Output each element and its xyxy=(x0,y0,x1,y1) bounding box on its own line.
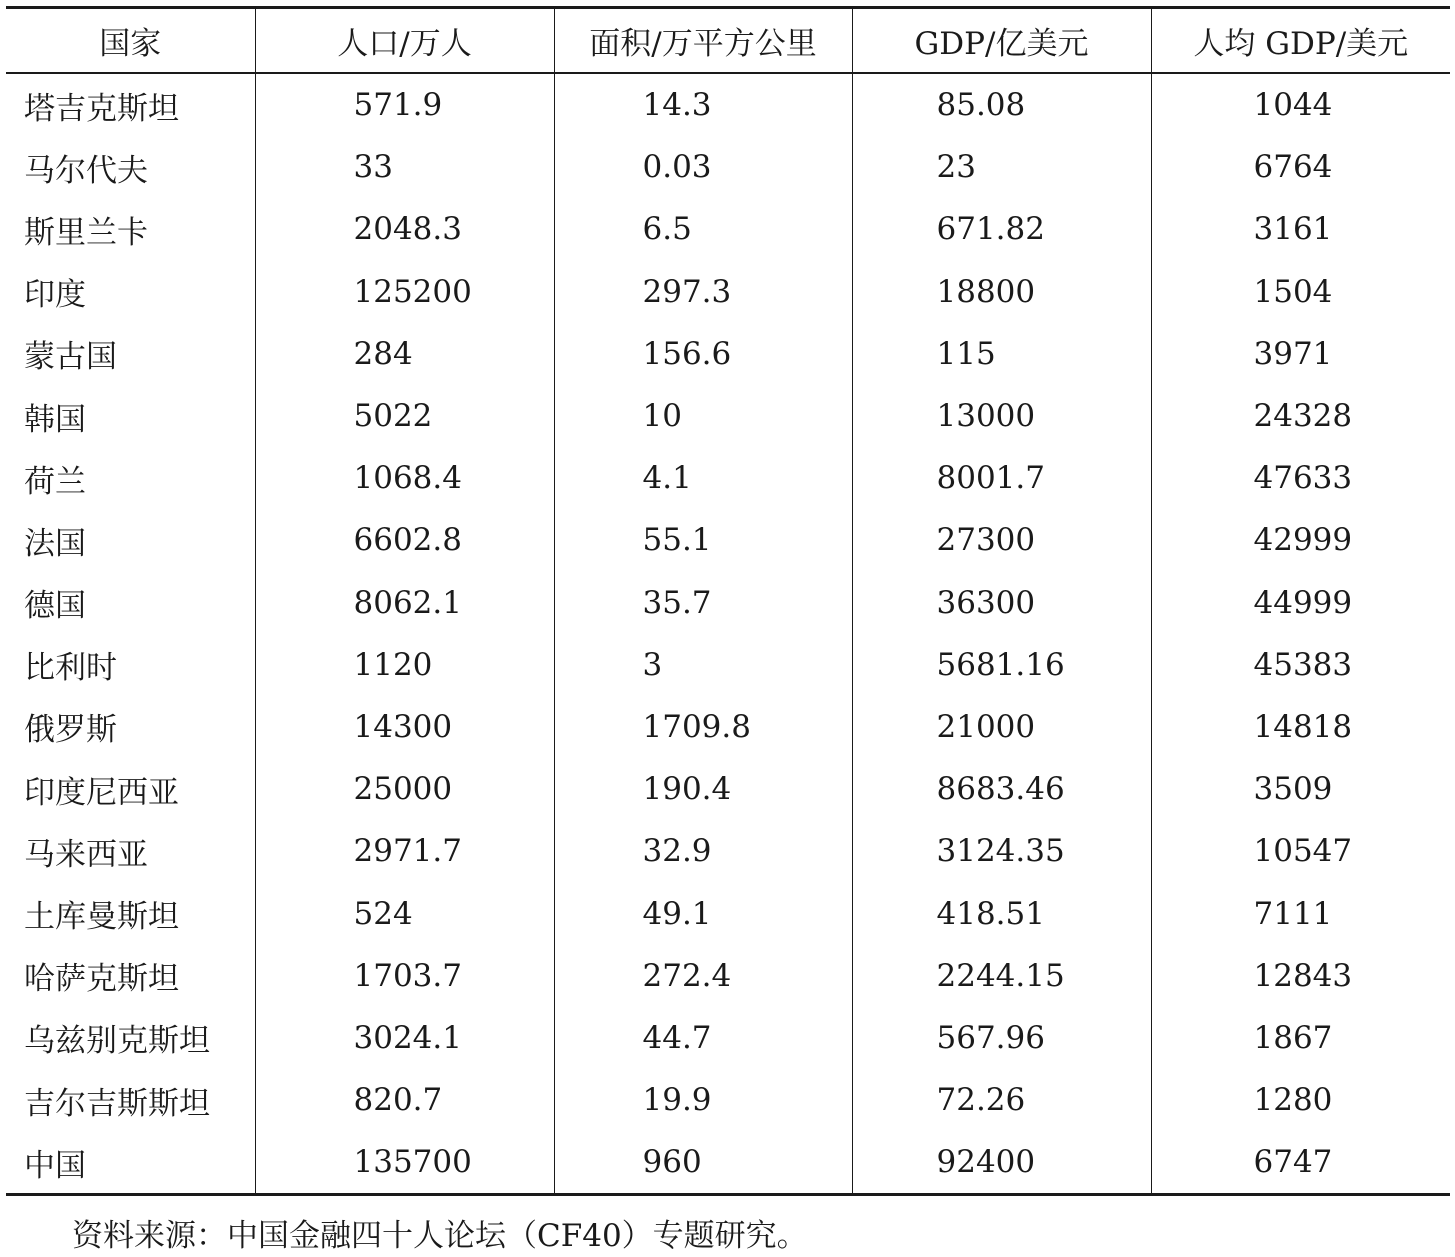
cell-gdp: 72.26 xyxy=(852,1069,1151,1131)
cell-area: 190.4 xyxy=(554,758,852,820)
cell-gdp-per-capita: 47633 xyxy=(1151,447,1450,509)
cell-gdp: 115 xyxy=(852,323,1151,385)
header-population: 人口/万人 xyxy=(255,8,554,74)
cell-population: 3024.1 xyxy=(255,1007,554,1069)
country-stats-table xyxy=(6,6,1450,1196)
cell-population: 284 xyxy=(255,323,554,385)
table-row xyxy=(6,945,1450,1007)
cell-gdp-per-capita: 1504 xyxy=(1151,261,1450,323)
table-row xyxy=(6,820,1450,882)
cell-area: 4.1 xyxy=(554,447,852,509)
table-row xyxy=(6,73,1450,136)
cell-population: 25000 xyxy=(255,758,554,820)
cell-gdp: 8683.46 xyxy=(852,758,1151,820)
cell-country: 荷兰 xyxy=(24,463,86,500)
table-row xyxy=(6,509,1450,571)
table-row xyxy=(6,572,1450,634)
cell-gdp: 27300 xyxy=(852,509,1151,571)
table-row xyxy=(6,261,1450,323)
table-row xyxy=(6,696,1450,758)
cell-gdp-per-capita: 3971 xyxy=(1151,323,1450,385)
cell-gdp: 92400 xyxy=(852,1131,1151,1195)
cell-gdp-per-capita: 6764 xyxy=(1151,136,1450,198)
cell-gdp: 23 xyxy=(852,136,1151,198)
cell-country: 法国 xyxy=(24,525,86,562)
cell-country: 韩国 xyxy=(24,401,86,438)
cell-country: 马来西亚 xyxy=(24,836,148,873)
table-row xyxy=(6,447,1450,509)
cell-gdp-per-capita: 3509 xyxy=(1151,758,1450,820)
table-row xyxy=(6,323,1450,385)
cell-area: 156.6 xyxy=(554,323,852,385)
table-row xyxy=(6,758,1450,820)
cell-population: 1120 xyxy=(255,634,554,696)
cell-gdp: 5681.16 xyxy=(852,634,1151,696)
table-row xyxy=(6,385,1450,447)
cell-gdp-per-capita: 1280 xyxy=(1151,1069,1450,1131)
cell-population: 571.9 xyxy=(255,73,554,136)
cell-population: 820.7 xyxy=(255,1069,554,1131)
cell-population: 14300 xyxy=(255,696,554,758)
table-body xyxy=(6,73,1450,1195)
cell-country: 印度 xyxy=(24,277,86,314)
cell-population: 1703.7 xyxy=(255,945,554,1007)
cell-area: 960 xyxy=(554,1131,852,1195)
header-area: 面积/万平方公里 xyxy=(554,8,852,74)
cell-area: 19.9 xyxy=(554,1069,852,1131)
cell-area: 297.3 xyxy=(554,261,852,323)
cell-gdp: 418.51 xyxy=(852,882,1151,944)
cell-gdp-per-capita: 6747 xyxy=(1151,1131,1450,1195)
cell-gdp: 2244.15 xyxy=(852,945,1151,1007)
cell-country: 斯里兰卡 xyxy=(24,214,148,251)
cell-country: 哈萨克斯坦 xyxy=(24,961,179,998)
table-row xyxy=(6,198,1450,260)
cell-population: 135700 xyxy=(255,1131,554,1195)
cell-gdp-per-capita: 24328 xyxy=(1151,385,1450,447)
cell-area: 1709.8 xyxy=(554,696,852,758)
cell-population: 33 xyxy=(255,136,554,198)
cell-country: 蒙古国 xyxy=(24,339,117,376)
table-row xyxy=(6,136,1450,198)
cell-area: 32.9 xyxy=(554,820,852,882)
cell-area: 44.7 xyxy=(554,1007,852,1069)
header-row xyxy=(6,8,1450,74)
cell-gdp-per-capita: 44999 xyxy=(1151,572,1450,634)
cell-gdp: 8001.7 xyxy=(852,447,1151,509)
cell-gdp: 3124.35 xyxy=(852,820,1151,882)
cell-country: 俄罗斯 xyxy=(24,712,117,749)
cell-area: 14.3 xyxy=(554,73,852,136)
cell-country: 土库曼斯坦 xyxy=(24,899,179,936)
cell-country: 塔吉克斯坦 xyxy=(24,90,179,127)
cell-gdp: 671.82 xyxy=(852,198,1151,260)
cell-gdp-per-capita: 1867 xyxy=(1151,1007,1450,1069)
cell-gdp-per-capita: 12843 xyxy=(1151,945,1450,1007)
cell-area: 10 xyxy=(554,385,852,447)
cell-population: 6602.8 xyxy=(255,509,554,571)
cell-area: 35.7 xyxy=(554,572,852,634)
cell-gdp: 21000 xyxy=(852,696,1151,758)
cell-country: 印度尼西亚 xyxy=(24,774,179,811)
table-row xyxy=(6,1007,1450,1069)
table-header xyxy=(6,8,1450,74)
table-row xyxy=(6,882,1450,944)
cell-population: 2971.7 xyxy=(255,820,554,882)
cell-gdp: 13000 xyxy=(852,385,1151,447)
cell-area: 272.4 xyxy=(554,945,852,1007)
cell-population: 524 xyxy=(255,882,554,944)
cell-gdp-per-capita: 10547 xyxy=(1151,820,1450,882)
cell-gdp-per-capita: 14818 xyxy=(1151,696,1450,758)
cell-country: 中国 xyxy=(24,1147,86,1184)
cell-gdp: 85.08 xyxy=(852,73,1151,136)
cell-country: 德国 xyxy=(24,588,86,625)
cell-gdp-per-capita: 45383 xyxy=(1151,634,1450,696)
source-note: 资料来源：中国金融四十人论坛（CF40）专题研究。 xyxy=(72,1218,808,1254)
cell-gdp: 36300 xyxy=(852,572,1151,634)
cell-area: 55.1 xyxy=(554,509,852,571)
cell-area: 6.5 xyxy=(554,198,852,260)
cell-population: 125200 xyxy=(255,261,554,323)
cell-country: 马尔代夫 xyxy=(24,152,148,189)
cell-country: 比利时 xyxy=(24,650,117,687)
header-gdp-per-capita: 人均 GDP/美元 xyxy=(1151,8,1450,74)
table-row xyxy=(6,634,1450,696)
cell-gdp-per-capita: 3161 xyxy=(1151,198,1450,260)
cell-country: 乌兹别克斯坦 xyxy=(24,1023,210,1060)
header-gdp: GDP/亿美元 xyxy=(852,8,1151,74)
cell-gdp-per-capita: 1044 xyxy=(1151,73,1450,136)
cell-population: 8062.1 xyxy=(255,572,554,634)
cell-gdp-per-capita: 42999 xyxy=(1151,509,1450,571)
cell-area: 0.03 xyxy=(554,136,852,198)
cell-gdp-per-capita: 7111 xyxy=(1151,882,1450,944)
cell-gdp: 567.96 xyxy=(852,1007,1151,1069)
table-row xyxy=(6,1131,1450,1195)
cell-population: 2048.3 xyxy=(255,198,554,260)
header-country: 国家 xyxy=(99,26,162,62)
cell-country: 吉尔吉斯斯坦 xyxy=(24,1085,210,1122)
cell-gdp: 18800 xyxy=(852,261,1151,323)
table-row xyxy=(6,1069,1450,1131)
cell-population: 1068.4 xyxy=(255,447,554,509)
cell-area: 3 xyxy=(554,634,852,696)
cell-area: 49.1 xyxy=(554,882,852,944)
cell-population: 5022 xyxy=(255,385,554,447)
country-stats-table-container xyxy=(6,6,1450,1196)
